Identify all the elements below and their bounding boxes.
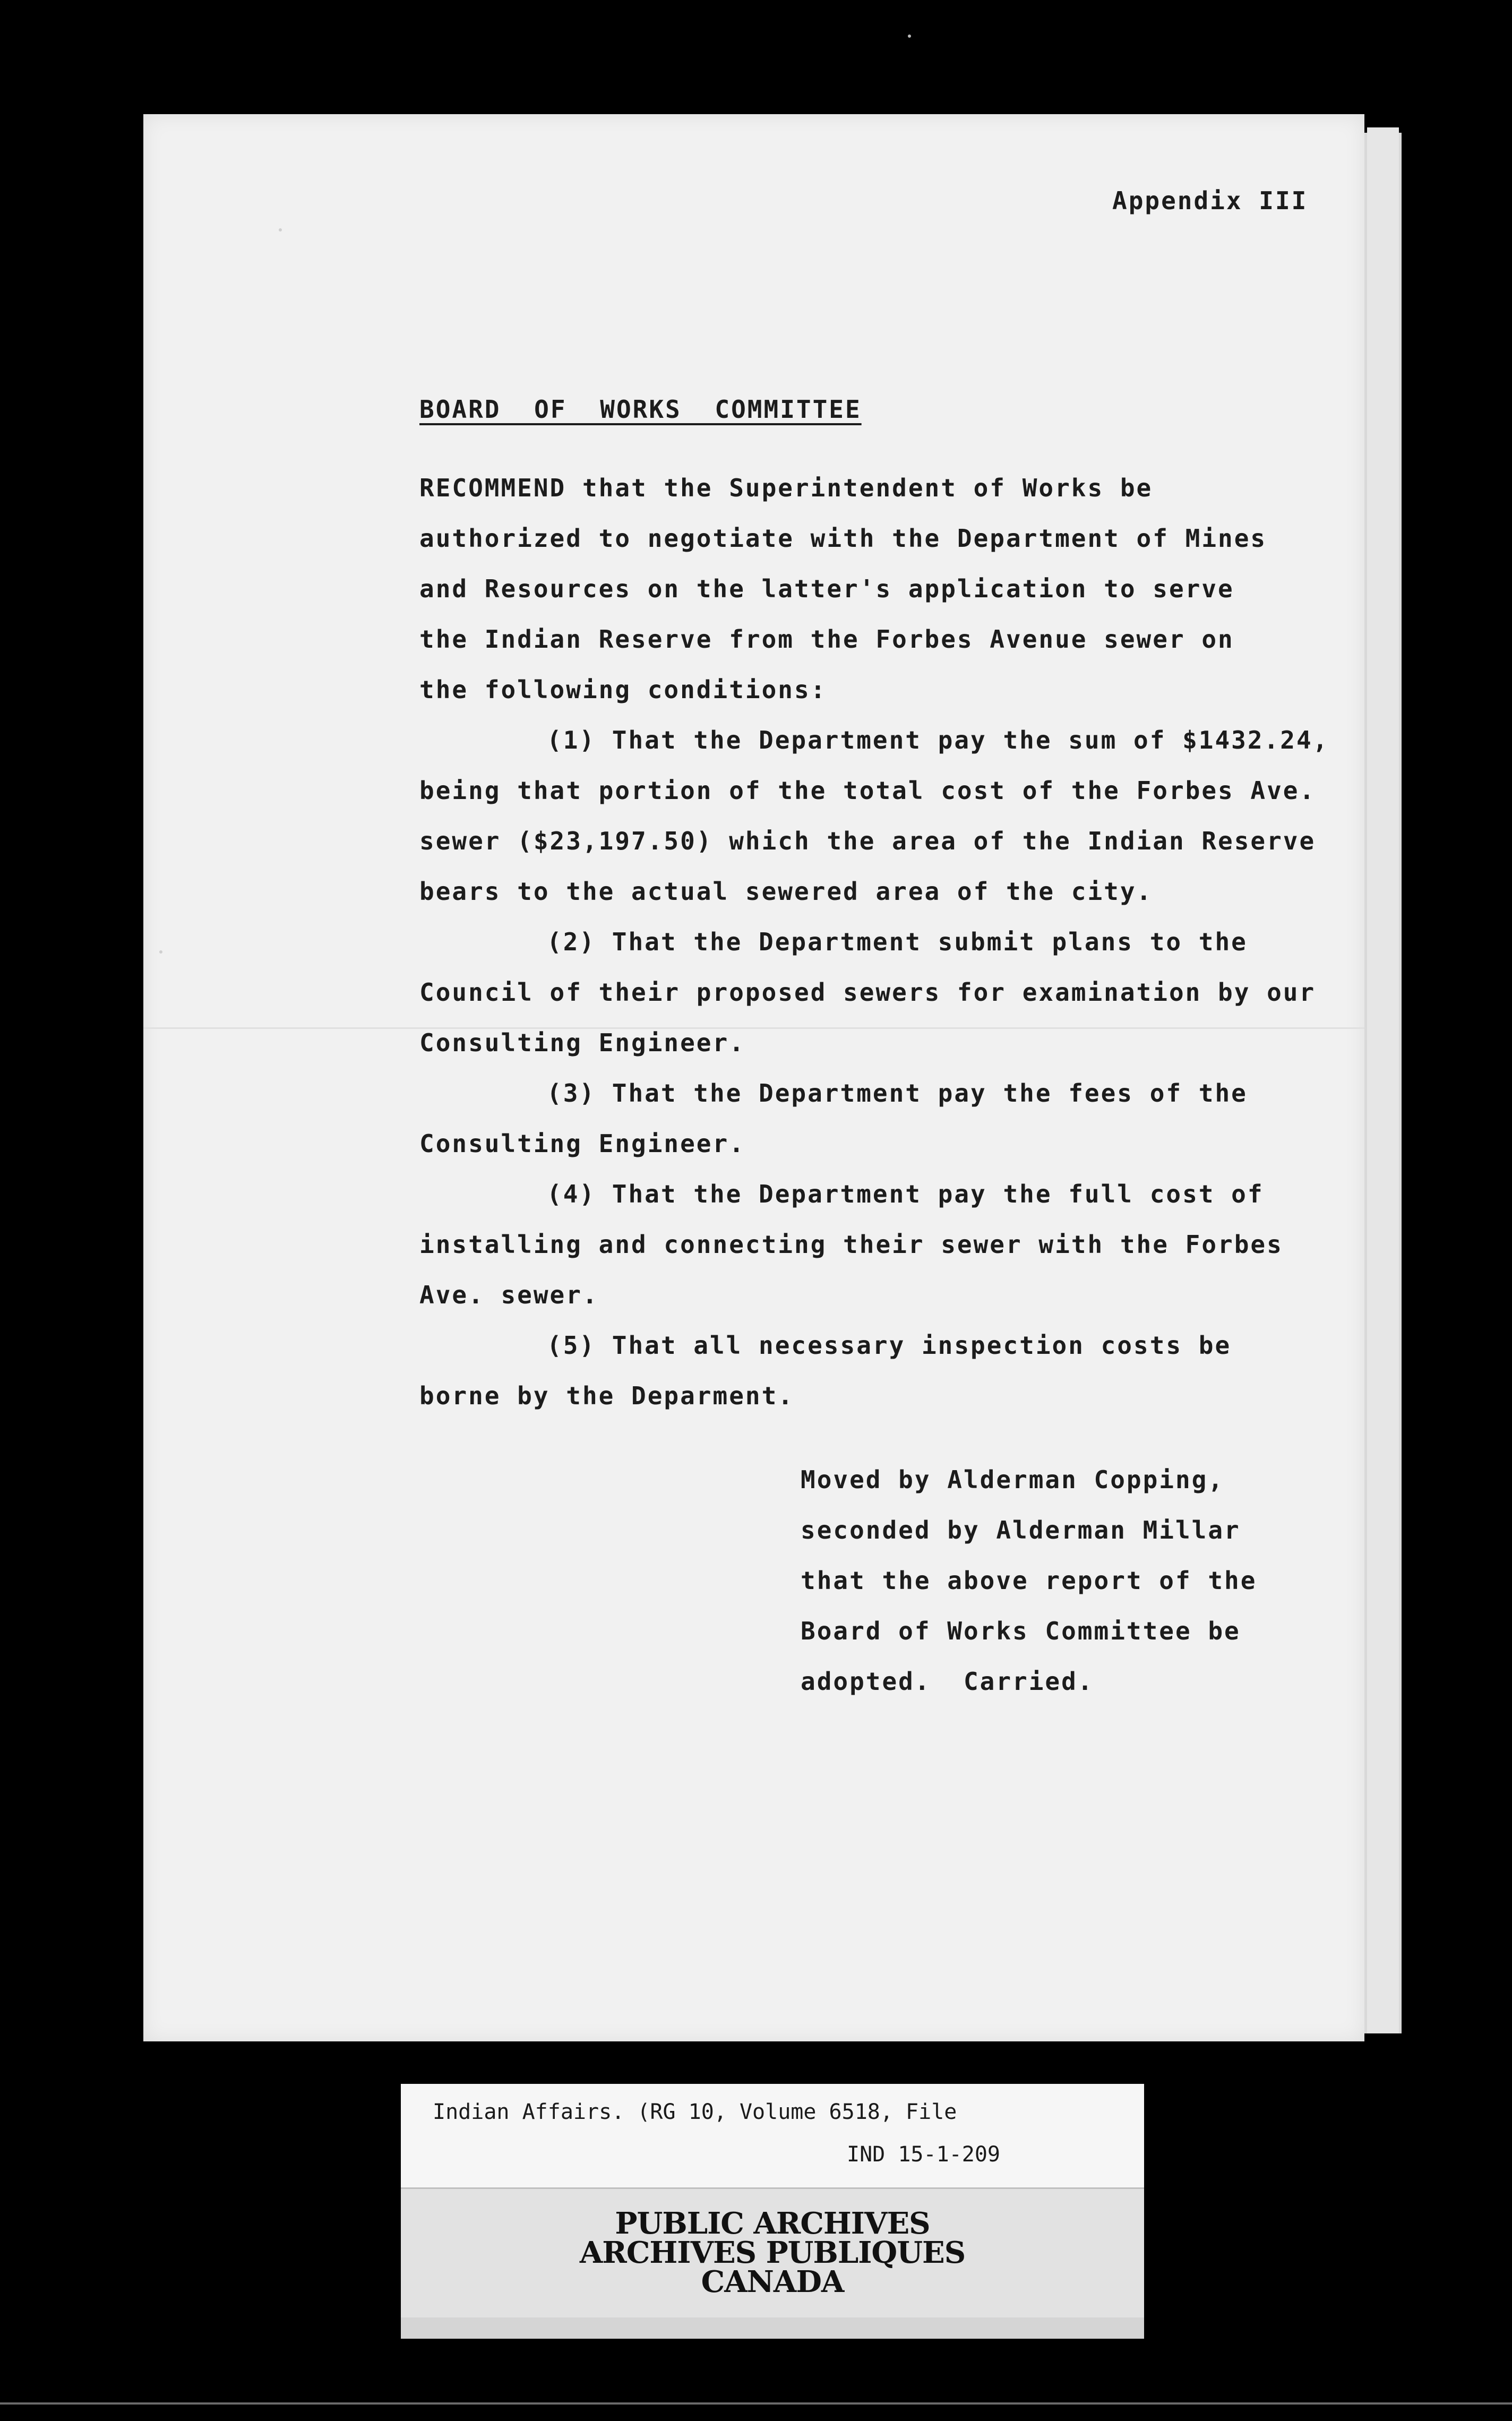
body-line: Consulting Engineer. <box>419 1028 745 1057</box>
archive-reference-card <box>401 2084 1144 2189</box>
archive-file-number: IND 15-1-209 <box>847 2142 1000 2167</box>
sheet-edge <box>1367 127 1399 2033</box>
body-line: Ave. sewer. <box>419 1281 599 1309</box>
label-strip <box>401 2317 1144 2339</box>
condition-2: (2) That the Department submit plans to the <box>547 928 1248 956</box>
condition-5: (5) That all necessary inspection costs be <box>547 1331 1232 1360</box>
archive-country: CANADA <box>701 2264 844 2299</box>
body-line: authorized to negotiate with the Department of Mines <box>419 524 1267 553</box>
body-line: Consulting Engineer. <box>419 1129 745 1158</box>
motion-line: that the above report of the <box>801 1566 1257 1595</box>
motion-block <box>801 1455 1257 1707</box>
motion-line: Board of Works Committee be <box>801 1617 1241 1645</box>
archive-label <box>401 2084 1144 2339</box>
appendix-label: Appendix III <box>1112 186 1308 215</box>
archive-name-english: PUBLIC ARCHIVES <box>615 2206 930 2241</box>
body-line: the Indian Reserve from the Forbes Avenue sewer on <box>419 625 1234 654</box>
motion-line: Moved by Alderman Copping, <box>801 1465 1225 1494</box>
body-line: installing and connecting their sewer with the Forbes <box>419 1230 1283 1259</box>
condition-1: (1) That the Department pay the sum of $1432.24, <box>547 726 1329 754</box>
body-line: and Resources on the latter's application to serve <box>419 574 1234 603</box>
body-line: the following conditions: <box>419 675 827 704</box>
body-line: bears to the actual sewered area of the city. <box>419 877 1153 906</box>
speck <box>908 35 911 38</box>
archive-name-french: ARCHIVES PUBLIQUES <box>579 2235 966 2270</box>
condition-4: (4) That the Department pay the full cost of <box>547 1180 1264 1208</box>
committee-heading: BOARD OF WORKS COMMITTEE <box>419 395 862 424</box>
archive-reference-line: Indian Affairs. (RG 10, Volume 6518, File <box>433 2100 957 2124</box>
motion-line: adopted. Carried. <box>801 1667 1094 1696</box>
speck <box>279 228 282 231</box>
body-line: sewer ($23,197.50) which the area of the Indian Reserve <box>419 827 1316 855</box>
recommendation-body <box>419 463 1329 1421</box>
body-line: borne by the Deparment. <box>419 1381 794 1410</box>
motion-line: seconded by Alderman Millar <box>801 1516 1241 1544</box>
body-line: being that portion of the total cost of the Forbes Ave. <box>419 776 1316 805</box>
body-line: RECOMMEND that the Superintendent of Works be <box>419 474 1153 502</box>
condition-3: (3) That the Department pay the fees of the <box>547 1079 1248 1108</box>
frame-edge <box>0 2402 1512 2405</box>
body-line: Council of their proposed sewers for examination by our <box>419 978 1316 1007</box>
speck <box>159 950 162 954</box>
